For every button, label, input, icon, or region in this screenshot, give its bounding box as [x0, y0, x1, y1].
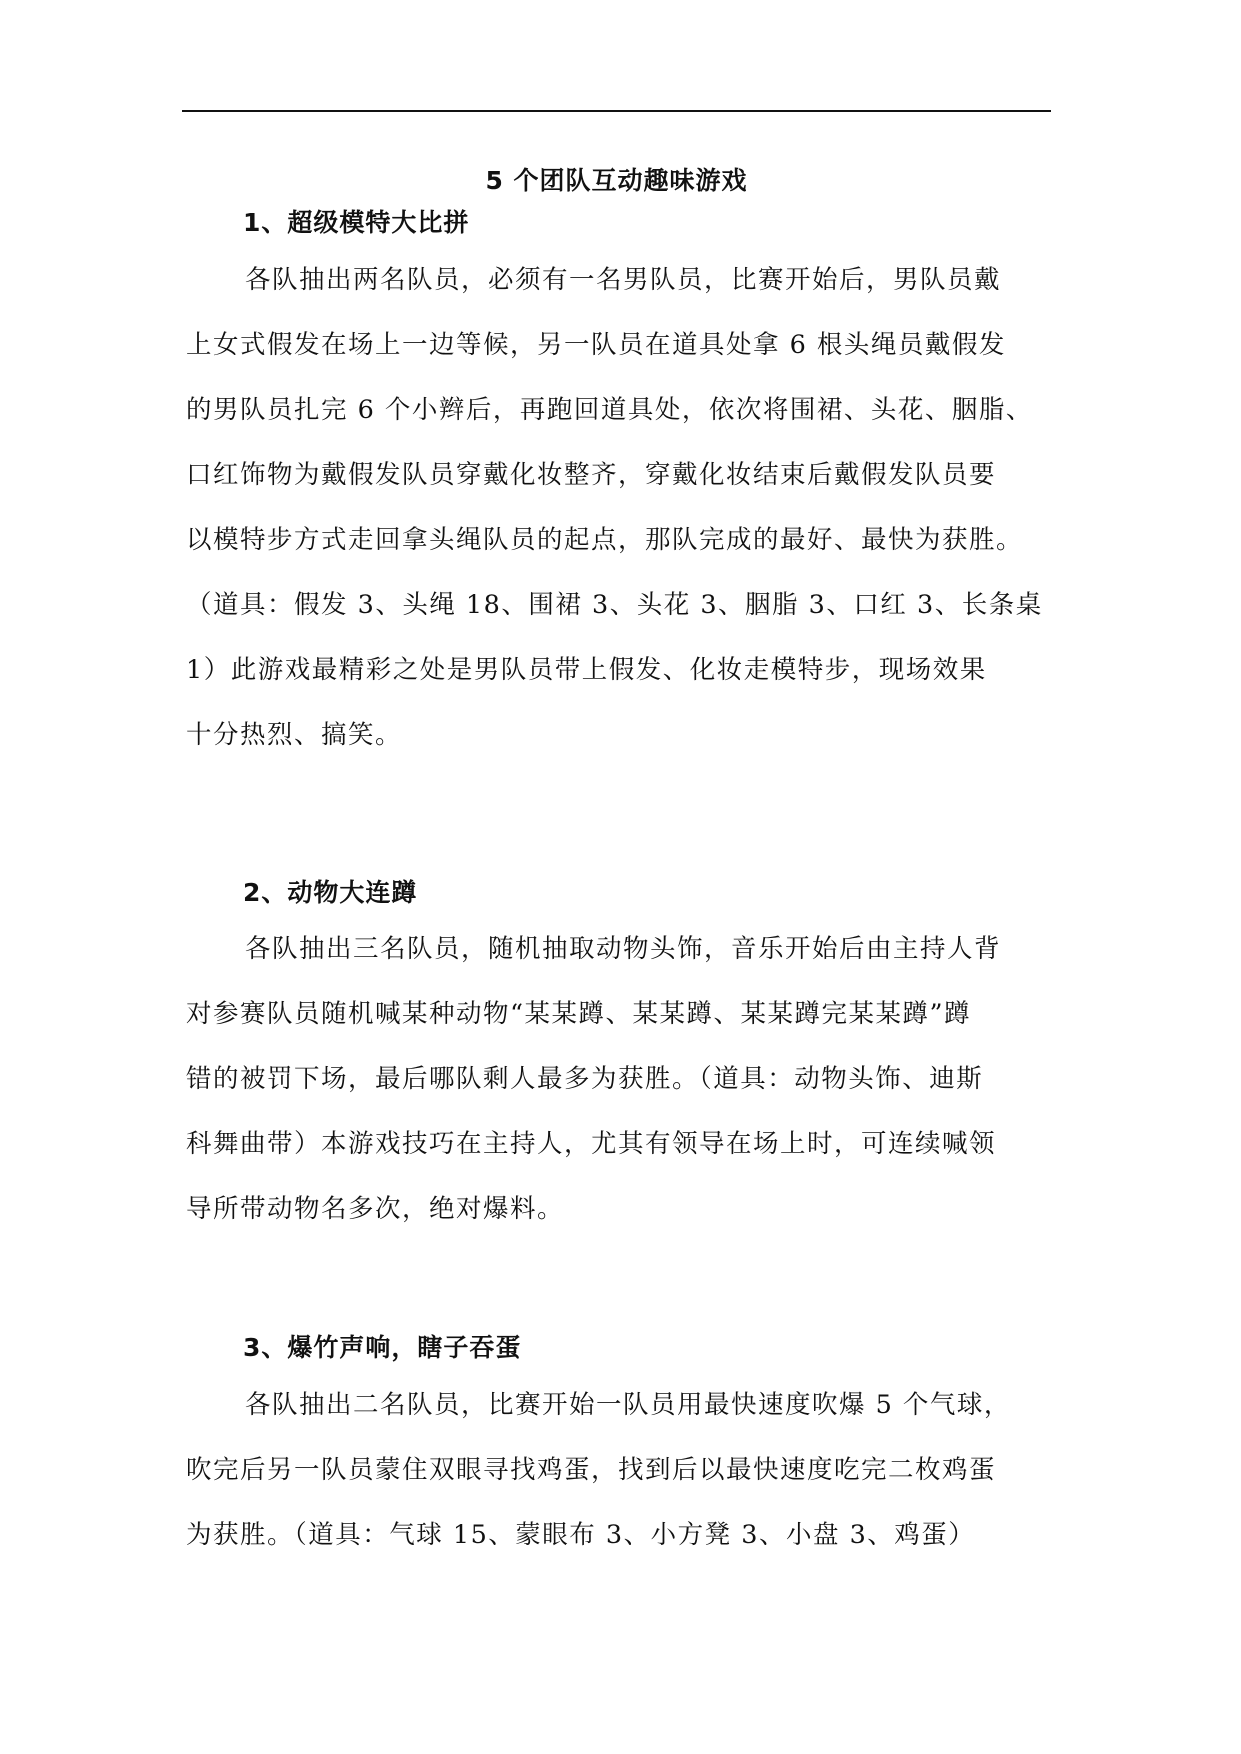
paragraph-line: 各队抽出两名队员，必须有一名男队员，比赛开始后，男队员戴 — [245, 265, 1002, 295]
section-heading-3: 3、爆竹声响，瞎子吞蛋 — [243, 1333, 522, 1362]
section-heading-1: 1、超级模特大比拼 — [243, 208, 470, 237]
paragraph-line: 的男队员扎完 6 个小辫后，再跑回道具处，依次将围裙、头花、胭脂、 — [186, 395, 1033, 425]
header-rule — [182, 110, 1051, 112]
paragraph-line: 科舞曲带）本游戏技巧在主持人，尤其有领导在场上时，可连续喊领 — [186, 1129, 997, 1159]
paragraph-line: 对参赛队员随机喊某种动物“某某蹲、某某蹲、某某蹲完某某蹲”蹲 — [186, 999, 972, 1029]
paragraph-line: 十分热烈、搞笑。 — [186, 720, 403, 750]
paragraph-line: 错的被罚下场，最后哪队剩人最多为获胜。（道具：动物头饰、迪斯 — [186, 1064, 984, 1094]
paragraph-line: （道具：假发 3、头绳 18、围裙 3、头花 3、胭脂 3、口红 3、长条桌 — [186, 590, 1043, 620]
section-body-2 — [186, 917, 1048, 1242]
paragraph-line: 各队抽出二名队员，比赛开始一队员用最快速度吹爆 5 个气球， — [245, 1390, 1011, 1420]
paragraph-line: 口红饰物为戴假发队员穿戴化妆整齐，穿戴化妆结束后戴假发队员要 — [186, 460, 997, 490]
section-body-3 — [186, 1373, 1048, 1568]
paragraph-line: 导所带动物名多次，绝对爆料。 — [186, 1194, 565, 1224]
section-body-1 — [186, 248, 1048, 768]
section-heading-2: 2、动物大连蹲 — [243, 878, 418, 907]
paragraph-line: 1）此游戏最精彩之处是男队员带上假发、化妆走模特步，现场效果 — [186, 655, 987, 685]
paragraph-line: 吹完后另一队员蒙住双眼寻找鸡蛋，找到后以最快速度吃完二枚鸡蛋 — [186, 1455, 997, 1485]
paragraph-line: 以模特步方式走回拿头绳队员的起点，那队完成的最好、最快为获胜。 — [186, 525, 1024, 555]
document-title: 5 个团队互动趣味游戏 — [485, 166, 748, 195]
paragraph-line: 各队抽出三名队员，随机抽取动物头饰，音乐开始后由主持人背 — [245, 934, 1002, 964]
paragraph-line: 为获胜。（道具：气球 15、蒙眼布 3、小方凳 3、小盘 3、鸡蛋） — [186, 1520, 976, 1550]
paragraph-line: 上女式假发在场上一边等候，另一队员在道具处拿 6 根头绳员戴假发 — [186, 330, 1006, 360]
